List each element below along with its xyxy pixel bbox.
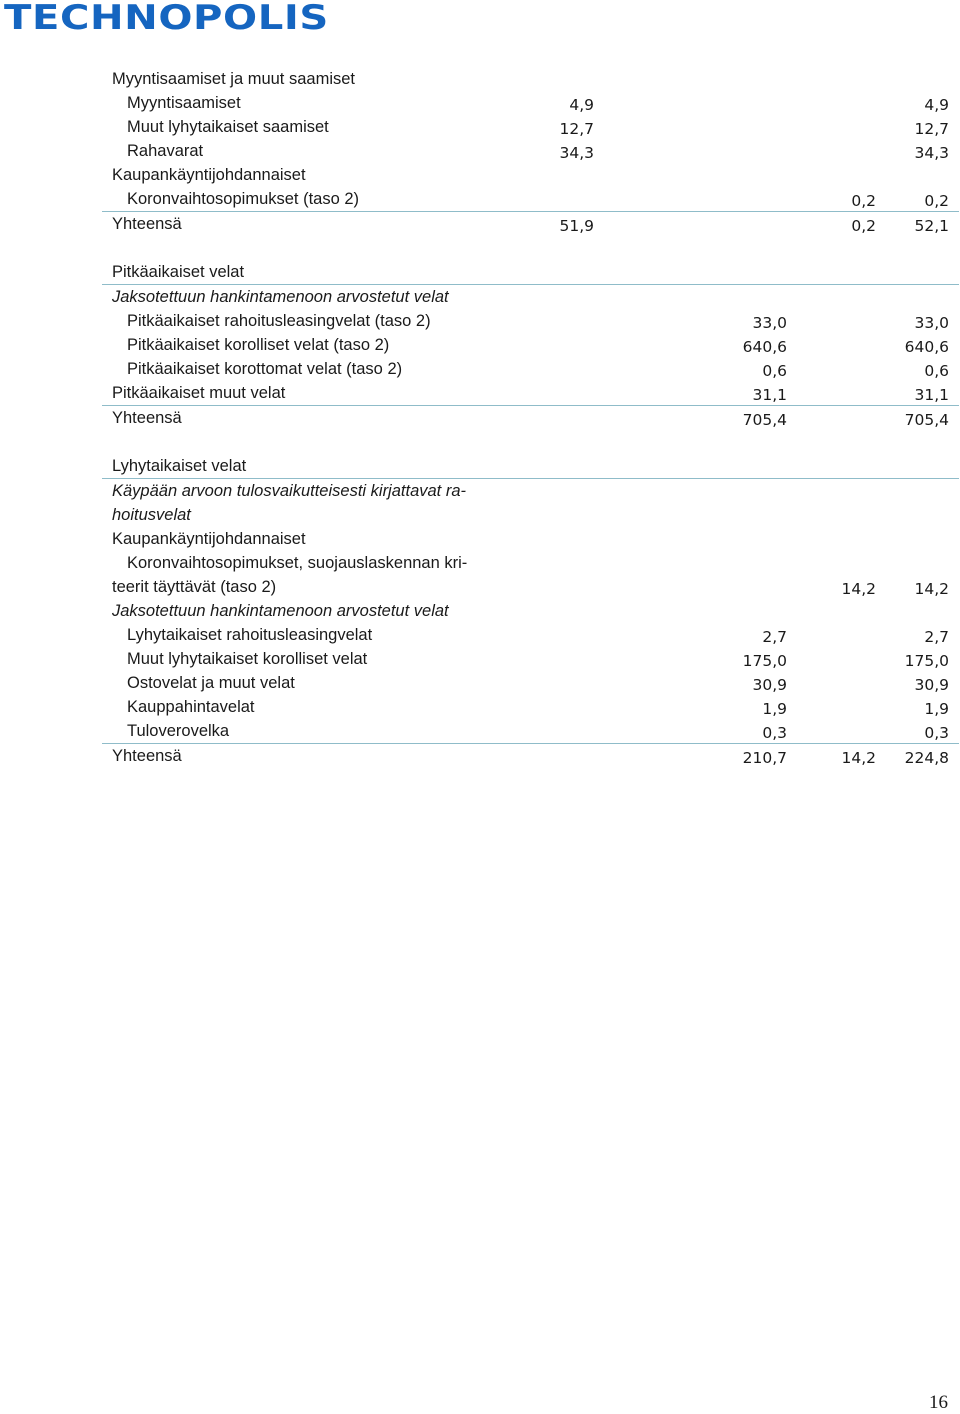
value-cell: 12,7 bbox=[559, 120, 594, 138]
table-row bbox=[102, 285, 959, 309]
value-cell: 224,8 bbox=[904, 749, 949, 767]
value-cell: 31,1 bbox=[914, 386, 949, 404]
row-label: teerit täyttävät (taso 2) bbox=[112, 578, 277, 596]
table-row bbox=[102, 719, 959, 744]
row-label: Muut lyhytaikaiset korolliset velat bbox=[127, 650, 368, 668]
table-row bbox=[102, 695, 959, 719]
value-cell: 2,7 bbox=[762, 628, 787, 646]
row-label: Yhteensä bbox=[112, 747, 182, 765]
table-row bbox=[102, 647, 959, 671]
value-cell: 1,9 bbox=[762, 700, 787, 718]
row-label: Kaupankäyntijohdannaiset bbox=[112, 166, 306, 184]
table-row bbox=[102, 671, 959, 695]
value-cell: 0,6 bbox=[924, 362, 949, 380]
table-row bbox=[102, 527, 959, 551]
value-cell: 705,4 bbox=[742, 411, 787, 429]
value-cell: 31,1 bbox=[752, 386, 787, 404]
table-row bbox=[102, 357, 959, 381]
table-row bbox=[102, 406, 959, 430]
row-label: Tuloverovelka bbox=[127, 722, 230, 740]
table-row bbox=[102, 163, 959, 187]
row-label: Yhteensä bbox=[112, 215, 182, 233]
table-row bbox=[102, 479, 959, 503]
value-cell: 14,2 bbox=[914, 580, 949, 598]
row-label: hoitusvelat bbox=[112, 506, 191, 524]
table-row bbox=[102, 599, 959, 623]
row-label: Yhteensä bbox=[112, 409, 182, 427]
value-cell: 34,3 bbox=[914, 144, 949, 162]
row-label: Pitkäaikaiset korottomat velat (taso 2) bbox=[127, 360, 403, 378]
value-cell: 14,2 bbox=[841, 749, 876, 767]
table-row bbox=[102, 91, 959, 115]
value-cell: 30,9 bbox=[752, 676, 787, 694]
table-row bbox=[102, 381, 959, 406]
value-cell: 52,1 bbox=[914, 217, 949, 235]
table-row bbox=[102, 212, 959, 236]
value-cell: 51,9 bbox=[559, 217, 594, 235]
value-cell: 1,9 bbox=[924, 700, 949, 718]
value-cell: 640,6 bbox=[904, 338, 949, 356]
row-label: Koronvaihtosopimukset (taso 2) bbox=[127, 190, 360, 208]
value-cell: 640,6 bbox=[742, 338, 787, 356]
row-label: Koronvaihtosopimukset, suojauslaskennan kri- bbox=[127, 554, 468, 572]
row-label: Pitkäaikaiset muut velat bbox=[112, 384, 286, 402]
row-label: Lyhytaikaiset velat bbox=[112, 457, 247, 475]
financial-table bbox=[102, 67, 959, 768]
value-cell: 0,2 bbox=[851, 192, 876, 210]
row-label: Myyntisaamiset ja muut saamiset bbox=[112, 70, 355, 88]
page-number: 16 bbox=[929, 1392, 948, 1413]
value-cell: 33,0 bbox=[914, 314, 949, 332]
row-label: Myyntisaamiset bbox=[127, 94, 241, 112]
table-row bbox=[102, 575, 959, 599]
value-cell: 12,7 bbox=[914, 120, 949, 138]
row-label: Kauppahintavelat bbox=[127, 698, 255, 716]
value-cell: 34,3 bbox=[559, 144, 594, 162]
value-cell: 210,7 bbox=[742, 749, 787, 767]
table-row bbox=[102, 187, 959, 212]
row-label: Rahavarat bbox=[127, 142, 204, 160]
value-cell: 4,9 bbox=[569, 96, 594, 114]
value-cell: 14,2 bbox=[841, 580, 876, 598]
table-row bbox=[102, 333, 959, 357]
table-row bbox=[102, 67, 959, 91]
row-label: Käypään arvoon tulosvaikutteisesti kirjattavat ra- bbox=[112, 482, 467, 500]
value-cell: 33,0 bbox=[752, 314, 787, 332]
row-label: Pitkäaikaiset rahoitusleasingvelat (taso 2) bbox=[127, 312, 431, 330]
value-cell: 0,6 bbox=[762, 362, 787, 380]
row-label: Pitkäaikaiset korolliset velat (taso 2) bbox=[127, 336, 390, 354]
value-cell: 0,3 bbox=[924, 724, 949, 742]
table-row bbox=[102, 139, 959, 163]
value-cell: 0,3 bbox=[762, 724, 787, 742]
value-cell: 0,2 bbox=[851, 217, 876, 235]
row-label: Kaupankäyntijohdannaiset bbox=[112, 530, 306, 548]
row-label: Jaksotettuun hankintamenoon arvostetut velat bbox=[112, 288, 449, 306]
value-cell: 705,4 bbox=[904, 411, 949, 429]
value-cell: 4,9 bbox=[924, 96, 949, 114]
technopolis-logo: TECHNOPOLIS bbox=[4, 0, 329, 38]
value-cell: 175,0 bbox=[742, 652, 787, 670]
value-cell: 175,0 bbox=[904, 652, 949, 670]
value-cell: 2,7 bbox=[924, 628, 949, 646]
table-row bbox=[102, 260, 959, 285]
table-row bbox=[102, 309, 959, 333]
table-row bbox=[102, 454, 959, 479]
row-label: Jaksotettuun hankintamenoon arvostetut velat bbox=[112, 602, 449, 620]
value-cell: 0,2 bbox=[924, 192, 949, 210]
table-row bbox=[102, 551, 959, 575]
row-label: Pitkäaikaiset velat bbox=[112, 263, 245, 281]
value-cell: 30,9 bbox=[914, 676, 949, 694]
row-label: Lyhytaikaiset rahoitusleasingvelat bbox=[127, 626, 373, 644]
table-row bbox=[102, 623, 959, 647]
table-row bbox=[102, 503, 959, 527]
table-row bbox=[102, 744, 959, 768]
row-label: Ostovelat ja muut velat bbox=[127, 674, 295, 692]
table-row bbox=[102, 115, 959, 139]
row-label: Muut lyhytaikaiset saamiset bbox=[127, 118, 329, 136]
